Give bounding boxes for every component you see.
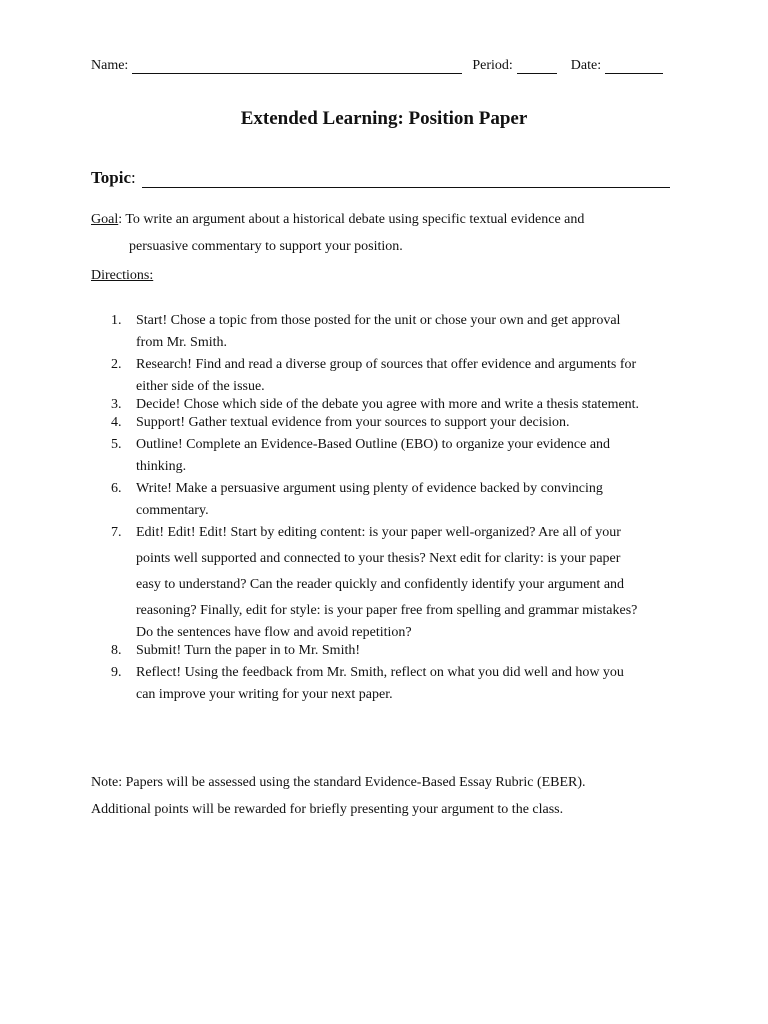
direction-number: 8.	[111, 643, 122, 658]
direction-number: 7.	[111, 525, 122, 540]
direction-text-line: Outline! Complete an Evidence-Based Outline (EBO) to organize your evidence and	[136, 437, 611, 452]
direction-item	[91, 396, 691, 414]
topic-label: Topic	[91, 168, 132, 187]
direction-text-line: Research! Find and read a diverse group of sources that offer evidence and arguments for	[136, 357, 637, 372]
period-blank	[517, 59, 557, 74]
direction-text-line: reasoning? Finally, edit for style: is your paper free from spelling and grammar mistakes?	[136, 603, 638, 618]
direction-text-line: Submit! Turn the paper in to Mr. Smith!	[136, 643, 361, 658]
direction-number: 4.	[111, 415, 122, 430]
direction-item	[91, 432, 691, 476]
header-fields	[91, 58, 663, 74]
direction-text-line: Edit! Edit! Edit! Start by editing content: is your paper well-organized? Are all of your	[136, 525, 621, 540]
period-label: Period:	[472, 58, 513, 73]
goal-section	[91, 206, 691, 260]
direction-item	[91, 308, 691, 352]
topic-colon: :	[131, 168, 136, 187]
goal-label: Goal	[91, 212, 119, 227]
topic-field	[91, 168, 670, 188]
direction-text-line: points well supported and connected to your thesis? Next edit for clarity: is your paper	[136, 551, 621, 566]
note-line1: Note: Papers will be assessed using the standard Evidence-Based Essay Rubric (EBER).	[91, 775, 586, 790]
direction-item	[91, 660, 691, 704]
direction-number: 1.	[111, 313, 122, 328]
note-line2: Additional points will be rewarded for briefly presenting your argument to the class.	[91, 802, 564, 817]
direction-text-line: Support! Gather textual evidence from your sources to support your decision.	[136, 415, 570, 430]
direction-number: 2.	[111, 357, 122, 372]
direction-text-line: can improve your writing for your next paper.	[136, 687, 393, 702]
directions-list	[91, 308, 691, 704]
direction-number: 3.	[111, 397, 122, 412]
direction-text-line: commentary.	[136, 503, 209, 518]
direction-number: 6.	[111, 481, 122, 496]
date-label: Date:	[570, 58, 602, 73]
direction-number: 5.	[111, 437, 122, 452]
direction-text-line: Write! Make a persuasive argument using plenty of evidence backed by convincing	[136, 481, 603, 496]
note-section	[91, 769, 711, 823]
direction-text-line: Reflect! Using the feedback from Mr. Smith, reflect on what you did well and how you	[136, 665, 624, 680]
direction-item	[91, 476, 691, 520]
directions-label: Directions:	[91, 268, 154, 283]
goal-text-line2: persuasive commentary to support your position.	[129, 239, 403, 254]
direction-item	[91, 520, 691, 642]
direction-item	[91, 642, 691, 660]
name-blank	[132, 59, 462, 74]
direction-text-line: Do the sentences have flow and avoid repetition?	[136, 625, 412, 640]
direction-number: 9.	[111, 665, 122, 680]
topic-blank	[142, 171, 670, 188]
date-blank	[605, 59, 663, 74]
direction-item	[91, 414, 691, 432]
direction-item	[91, 352, 691, 396]
goal-text-line1: : To write an argument about a historical debate using specific textual evidence and	[118, 212, 585, 227]
direction-text-line: Decide! Chose which side of the debate you agree with more and write a thesis statement.	[136, 397, 640, 412]
page-title: Extended Learning: Position Paper	[240, 108, 528, 129]
direction-text-line: from Mr. Smith.	[136, 335, 228, 350]
direction-text-line: either side of the issue.	[136, 379, 265, 394]
name-label: Name:	[91, 58, 129, 73]
direction-text-line: thinking.	[136, 459, 187, 474]
direction-text-line: easy to understand? Can the reader quickly and confidently identify your argument and	[136, 577, 625, 592]
direction-text-line: Start! Chose a topic from those posted for the unit or chose your own and get approval	[136, 313, 621, 328]
